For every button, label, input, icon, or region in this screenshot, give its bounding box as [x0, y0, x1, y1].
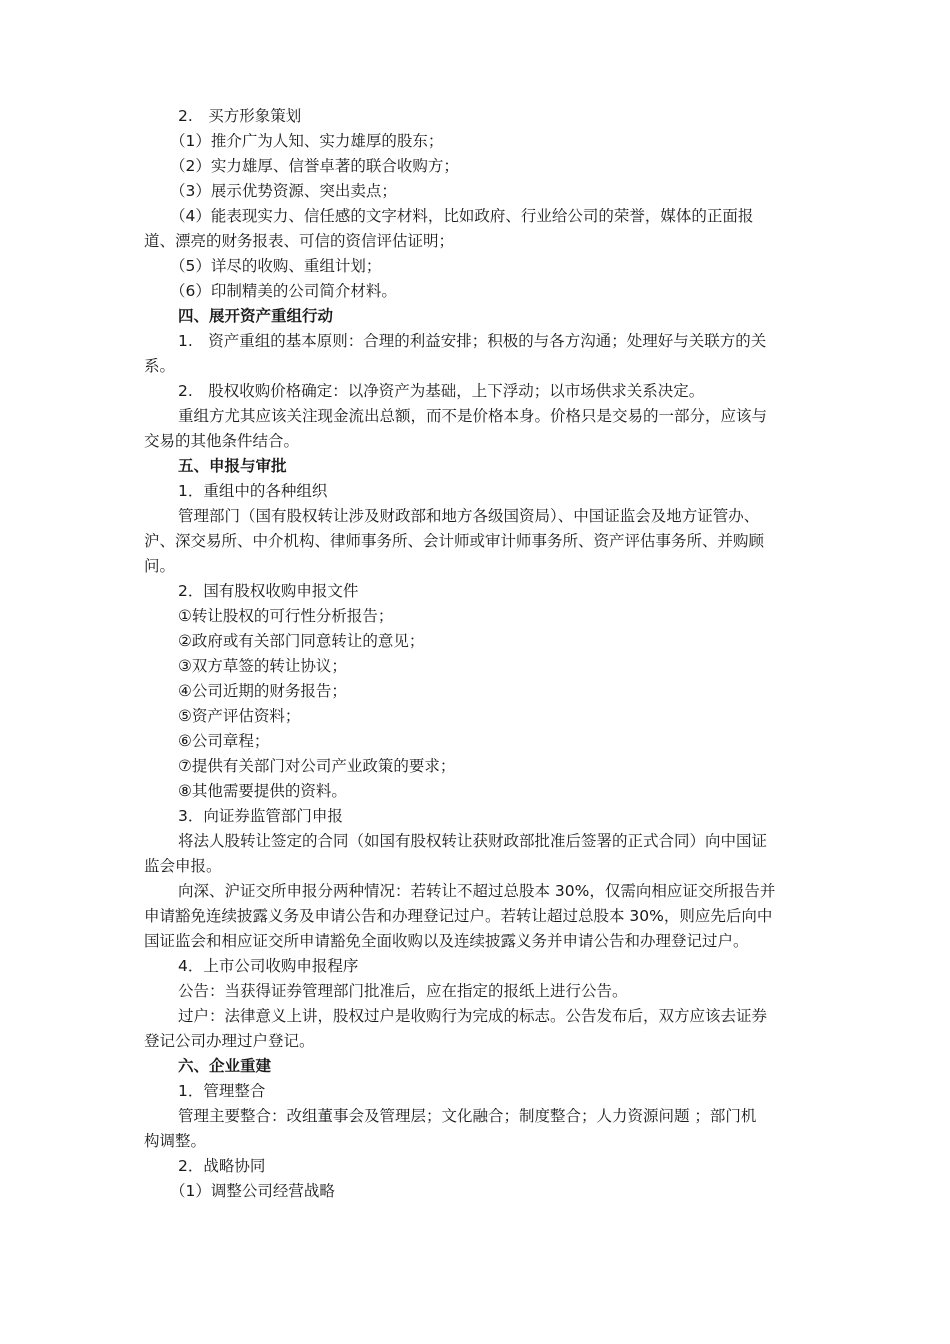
text-line: 2．国有股权收购申报文件	[178, 582, 359, 600]
text-line: 管理主要整合：改组董事会及管理层；文化融合；制度整合；人力资源问题 ；部门机	[178, 1107, 757, 1125]
text-line: 公告：当获得证券管理部门批准后，应在指定的报纸上进行公告。	[178, 982, 628, 1000]
text-line: 1．管理整合	[178, 1082, 266, 1100]
text-line: 3．向证券监管部门申报	[178, 807, 343, 825]
text-line: 管理部门（国有股权转让涉及财政部和地方各级国资局）、中国证监会及地方证管办、	[178, 507, 760, 525]
text-line: 4．上市公司收购申报程序	[178, 957, 359, 975]
text-line: ③双方草签的转让协议；	[178, 657, 347, 675]
text-line: ④公司近期的财务报告；	[178, 682, 347, 700]
text-line: 2. 买方形象策划	[178, 107, 302, 125]
text-line: 将法人股转让签定的合同（如国有股权转让获财政部批准后签署的正式合同）向中国证	[178, 832, 768, 850]
text-line: 向深、沪证交所申报分两种情况：若转让不超过总股本 30%，仅需向相应证交所报告并	[178, 882, 776, 900]
text-line: 沪、深交易所、中介机构、律师事务所、会计师或审计师事务所、资产评估事务所、并购顾	[144, 532, 765, 550]
text-line: 道、漂亮的财务报表、可信的资信评估证明；	[144, 232, 455, 250]
text-line: ⑥公司章程；	[178, 732, 270, 750]
text-line: ②政府或有关部门同意转让的意见；	[178, 632, 425, 650]
text-line: 申请豁免连续披露义务及申请公告和办理登记过户。若转让超过总股本 30%，则应先后向中	[144, 907, 773, 925]
text-line: 系。	[144, 357, 176, 375]
text-line: 问。	[144, 557, 176, 575]
text-line: ⑤资产评估资料；	[178, 707, 301, 725]
text-line: ⑦提供有关部门对公司产业政策的要求；	[178, 757, 456, 775]
text-line: ⑧其他需要提供的资料。	[178, 782, 347, 800]
text-line: 重组方尤其应该关注现金流出总额，而不是价格本身。价格只是交易的一部分，应该与	[178, 407, 768, 425]
section-heading: 六、企业重建	[178, 1057, 272, 1075]
text-line: 1．重组中的各种组织	[178, 482, 328, 500]
text-line: （5）详尽的收购、重组计划；	[170, 257, 382, 275]
text-line: 国证监会和相应证交所申请豁免全面收购以及连续披露义务并申请公告和办理登记过户。	[144, 932, 749, 950]
text-line: 2. 股权收购价格确定：以净资产为基础，上下浮动；以市场供求关系决定。	[178, 382, 705, 400]
text-line: （3）展示优势资源、突出卖点；	[170, 182, 397, 200]
text-line: （6）印制精美的公司简介材料。	[170, 282, 397, 300]
text-line: 过户：法律意义上讲，股权过户是收购行为完成的标志。公告发布后，双方应该去证券	[178, 1007, 768, 1025]
text-line: （2）实力雄厚、信誉卓著的联合收购方；	[170, 157, 459, 175]
text-line: 1. 资产重组的基本原则：合理的利益安排；积极的与各方沟通；处理好与关联方的关	[178, 332, 767, 350]
text-line: 监会申报。	[144, 857, 222, 875]
text-line: 交易的其他条件结合。	[144, 432, 300, 450]
text-line: ①转让股权的可行性分析报告；	[178, 607, 394, 625]
text-line: （4）能表现实力、信任感的文字材料，比如政府、行业给公司的荣誉，媒体的正面报	[170, 207, 754, 225]
text-line: 登记公司办理过户登记。	[144, 1032, 315, 1050]
section-heading: 四、展开资产重组行动	[178, 307, 334, 325]
section-heading: 五、申报与审批	[178, 457, 287, 475]
text-line: （1）推介广为人知、实力雄厚的股东；	[170, 132, 444, 150]
text-line: 构调整。	[144, 1132, 207, 1150]
text-line: （1）调整公司经营战略	[170, 1182, 335, 1200]
text-line: 2．战略协同	[178, 1157, 266, 1175]
